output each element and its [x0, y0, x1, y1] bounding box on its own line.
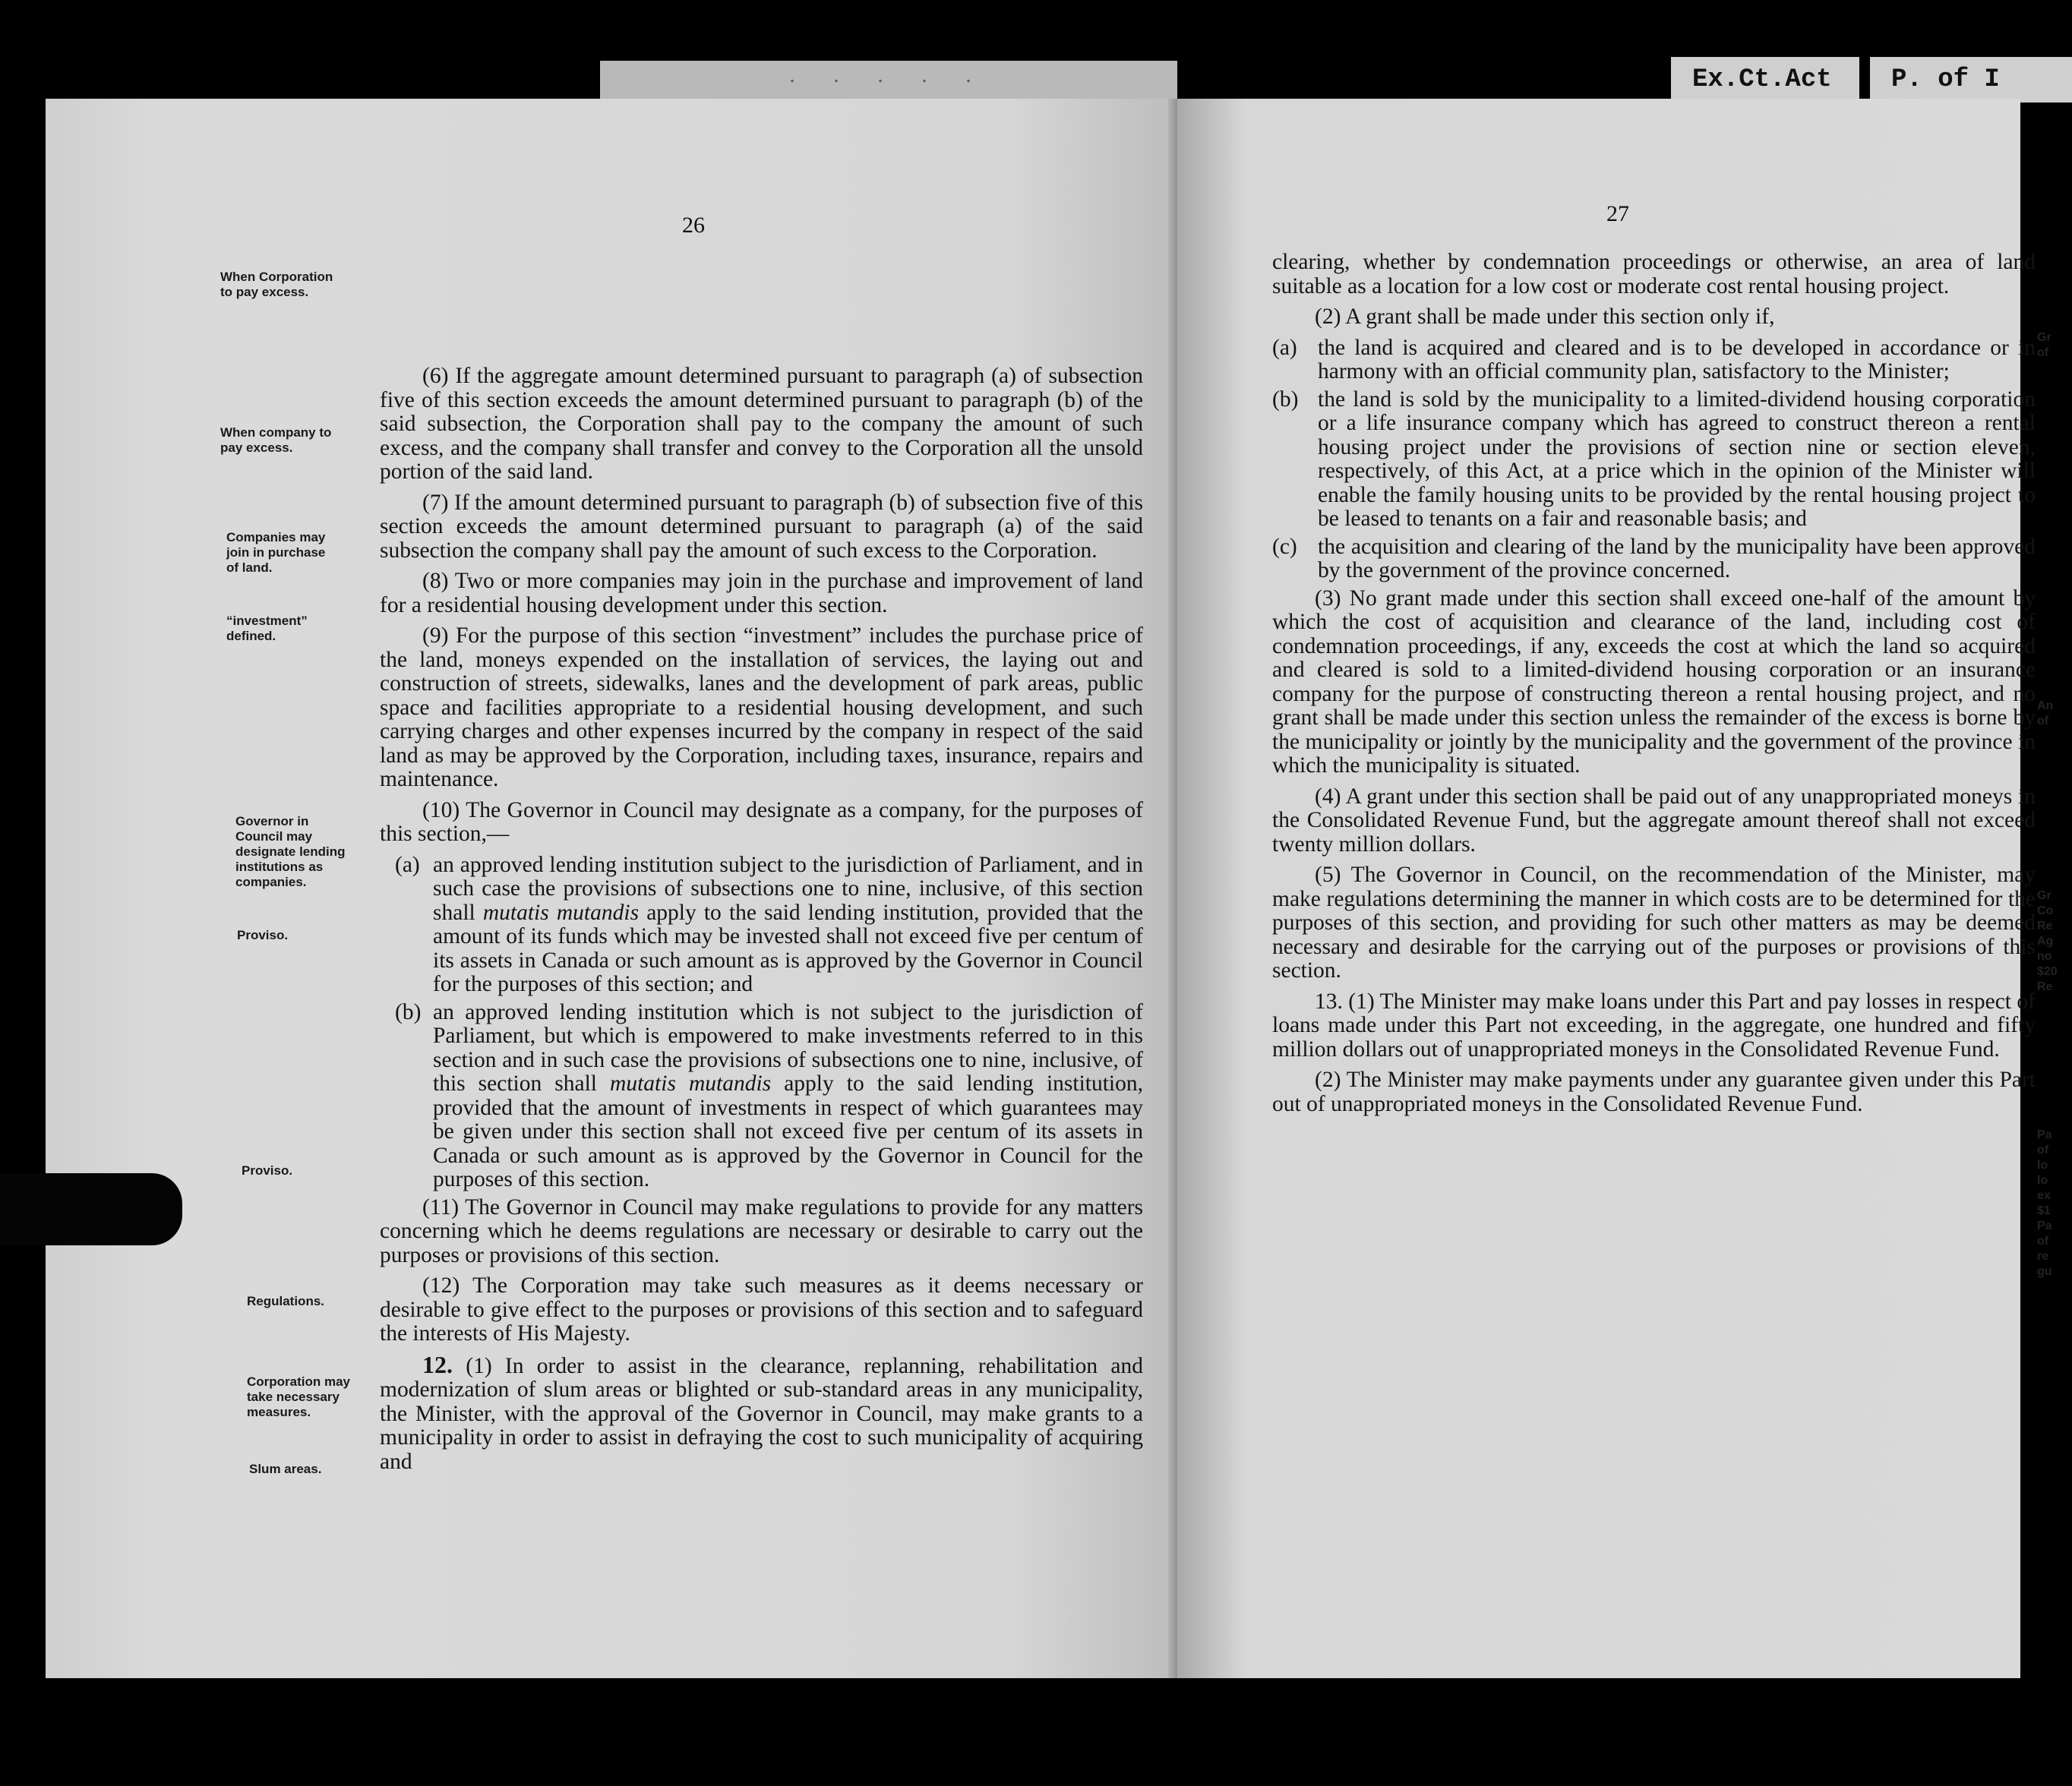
paragraph-2b [1272, 388, 2036, 532]
cut-margin-note: Gr of [2037, 331, 2051, 359]
cut-margin-note: An of [2037, 699, 2054, 727]
paragraph-text: apply to the said lending institution, provided that the amount of its funds which may be invested shall not exceed five per centum of its assets in Canada or such amount as is approved by the Governor in Council for the purposes of this section; and [433, 900, 1143, 996]
paragraph-10a [380, 854, 1143, 997]
section-12-continued: clearing, whether by condemnation proceedings or otherwise, an area of land suitable as a location for a low cost or moderate cost rental housing project. [1272, 250, 2036, 298]
paragraph-2c [1272, 535, 2036, 583]
subsection-9: (9) For the purpose of this section “investment” includes the purchase price of the land, moneys expended on the installation of services, the laying out and construction of streets, sidewalks, lanes and the development of park areas, public space and facilities appropriate to a residential housing development, and such carrying charges and other expenses incurred by the company in respect of the said land as may be approved by the Corporation, including taxes, insurance, repairs and maintenance. [380, 623, 1143, 791]
section-13-subsection-2: (2) The Minister may make payments under any guarantee given under this Part out of unappropriated moneys in the Consolidated Revenue Fund. [1272, 1068, 2036, 1116]
subsection-2: (2) A grant shall be made under this section only if, [1315, 305, 1775, 329]
paragraph-label: (c) [1272, 534, 1297, 559]
paragraph-text: the land is sold by the municipality to a limited-dividend housing corporation or a life insurance company which has agreed to construct thereon a rental housing project under the provisions of section nine or section eleven, respectively, of this Act, at a price which in the opinion of the Minister will enable the family housing units to be provided by the rental housing project to be leased to tenants on a fair and reasonable basis; and [1318, 387, 2036, 531]
paragraph-text: the land is acquired and cleared and is to be developed in accordance or in harmony with an official community plan, satisfactory to the Minister; [1318, 335, 2036, 383]
paragraph-label: (b) [1272, 387, 1299, 412]
archive-tab-right: P. of I [1870, 57, 2072, 103]
subsection-12: (12) The Corporation may take such measures as it deems necessary or desirable to give effect to the purposes or provisions of this section and to safeguard the interests of His Majesty. [380, 1273, 1143, 1346]
subsection-8: (8) Two or more companies may join in the purchase and improvement of land for a residential housing development under this section. [380, 569, 1143, 617]
section-13: 13. (1) The Minister may make loans under this Part and pay losses in respect of loans made under this Part not exceeding, in the aggregate, one hundred and fifty million dollars out of unappropriated moneys in the Consolidated Revenue Fund. [1272, 989, 2036, 1062]
margin-note: Proviso. [237, 928, 289, 942]
subsection-5: (5) The Governor in Council, on the recommendation of the Minister, may make regulations determining the manner in which costs are to be determined for the purposes of this section, and providing for such other matters as may be deemed necessary and desirable for the carrying out of the purposes or provisions of this section. [1272, 863, 2036, 983]
page-number-left: 26 [682, 213, 705, 238]
margin-note: When Corporation to pay excess. [220, 270, 333, 299]
cut-margin-note: Pa of lo lo ex $1 Pa of re gu [2037, 1128, 2052, 1278]
archive-tab-left: Ex.Ct.Act [1671, 57, 1859, 103]
paragraph-2a [1272, 336, 2036, 384]
paragraph-text: apply to the said lending institution, provided that the amount of investments in respect of which guarantees may be given under this section shall not exceed five per centum of its assets in Canada or such amount as is approved by the Governor in Council for the purposes of this section. [433, 1071, 1143, 1191]
paragraph-label: (b) [395, 999, 422, 1024]
paragraph-text: an approved lending institution which is not subject to the jurisdiction of Parliament, but which is empowered to make investments referred to in this section and in such case the provisions of subsections one to nine, inclusive, of this section shall [433, 999, 1143, 1096]
paragraph-text: an approved lending institution subject to the jurisdiction of Parliament, and in such case the provisions of subsections one to nine, inclusive, of this section shall [433, 852, 1143, 925]
open-book [46, 99, 2058, 1678]
section-12 [380, 1350, 1144, 1475]
subsection-7: (7) If the amount determined pursuant to paragraph (b) of subsection five of this section exceeds the amount determined pursuant to paragraph (a) of the said subsection the company shall pay the amount of such excess to the Corporation. [380, 490, 1143, 563]
subsection-6: (6) If the aggregate amount determined pursuant to paragraph (a) of subsection five of this section exceeds the amount determined pursuant to paragraph (b) of the said subsection, the Corporation shall pay to the company the amount of such excess, and the company shall transfer and convey to the Corporation all the unsold portion of the said land. [380, 364, 1143, 484]
margin-note: Companies may join in purchase of land. [226, 530, 326, 575]
margin-note: Governor in Council may designate lending institutions as companies. [235, 814, 346, 889]
paragraph-text: the acquisition and clearing of the land by the municipality have been approved by the government of the province concerned. [1318, 534, 2036, 582]
margin-note: Slum areas. [249, 1462, 322, 1476]
margin-note: Corporation may take necessary measures. [247, 1374, 351, 1419]
scan-edge: . . . . . [600, 61, 1177, 108]
subsection-4: (4) A grant under this section shall be paid out of any unappropriated moneys in the Consolidated Revenue Fund, but the aggregate amount thereof shall not exceed twenty million dollars. [1272, 784, 2036, 857]
margin-note: “investment” defined. [226, 614, 308, 643]
subsection-10: (10) The Governor in Council may designate as a company, for the purposes of this section,— [380, 797, 1143, 846]
paragraph-10b [380, 1001, 1143, 1192]
left-page [46, 99, 1177, 1678]
latin-phrase: mutatis mutandis [482, 900, 640, 925]
binder-clip [0, 1173, 182, 1245]
margin-note: When company to pay excess. [220, 425, 332, 455]
paragraph-label: (a) [395, 852, 420, 877]
subsection-3: (3) No grant made under this section shall exceed one-half of the amount by which the cost of acquisition and clearance of the land, including cost of condemnation proceedings, if any, exceeds the cost at which the land so acquired and cleared is sold to a limited-dividend housing corporation or an insurance company for the purpose of constructing thereon a rental housing project, and no grant shall be made under this section unless the remainder of the excess is borne by the municipality or jointly by the municipality and the government of the province in which the municipality is situated. [1272, 585, 2036, 778]
margin-note: Proviso. [242, 1163, 293, 1178]
section-number: 12. [422, 1350, 453, 1378]
subsection-11: (11) The Governor in Council may make regulations to provide for any matters concerning which he deems regulations are necessary or desirable to carry out the purposes or provisions of this section. [380, 1194, 1143, 1267]
section-text: (1) In order to assist in the clearance, replanning, rehabilitation and modernization of slum areas or blighted or sub-standard areas in any municipality, the Minister, with the approval of the Governor in Council, may make grants to a municipality in order to assist in defraying the cost to such municipality of acquiring and [380, 1353, 1144, 1474]
left-text-column [380, 364, 1143, 1481]
paragraph-label: (a) [1272, 335, 1297, 360]
right-text-column [1272, 251, 2036, 1123]
cut-margin-note: Gr Co Re Ag no $20 Re [2037, 889, 2058, 993]
page-number-right: 27 [1606, 201, 1629, 226]
latin-phrase: mutatis mutandis [610, 1071, 772, 1096]
margin-note: Regulations. [247, 1294, 325, 1308]
